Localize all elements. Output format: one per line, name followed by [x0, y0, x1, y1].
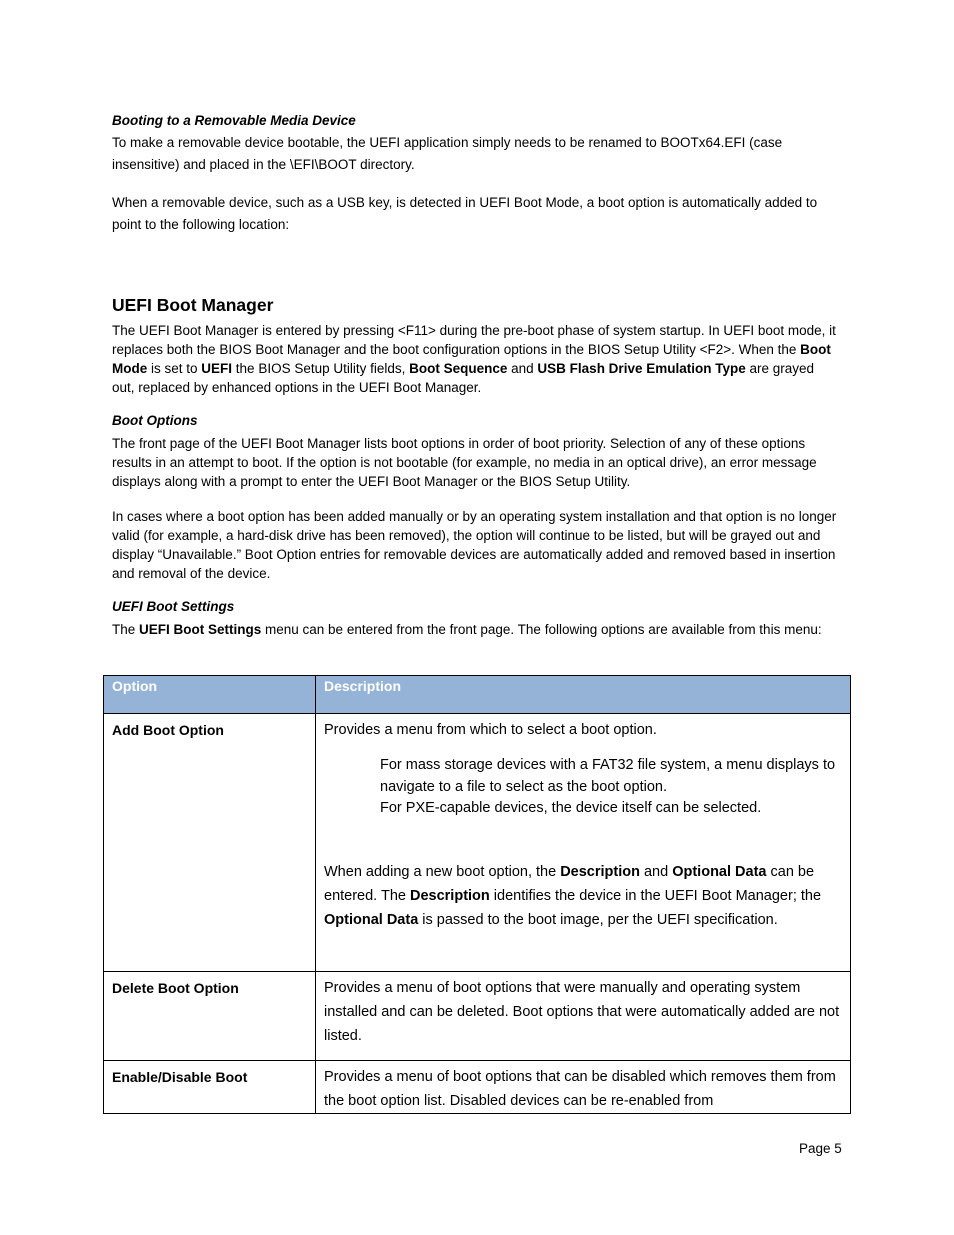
- text-run: is set to: [147, 361, 202, 376]
- text-run: are grayed out, replaced by enhanced options in the UEFI Boot Manager.: [112, 361, 815, 395]
- text-run: When adding a new boot option, the: [324, 863, 561, 880]
- table-row: [104, 972, 851, 1061]
- heading-boot-options: Boot Options: [112, 413, 198, 428]
- bold-run: Boot Mode: [112, 342, 831, 376]
- option-cell: Enable/Disable Boot: [104, 1061, 316, 1114]
- description-paragraph: [324, 860, 842, 932]
- paragraph-boot-options-1: The front page of the UEFI Boot Manager lists boot options in order of boot priority. Selection of any of these options results in an attempt to boot. If the option is not bootable (for example, no media in an optical drive), an error message displays along with a prompt to enter the UEFI Boot Manager or the BIOS Setup Utility.: [112, 436, 817, 489]
- bold-run: Optional Data: [324, 911, 419, 928]
- text-run: menu can be entered from the front page. The following options are available from this menu:: [261, 622, 822, 637]
- paragraph-removable-1: To make a removable device bootable, the UEFI application simply needs to be renamed to BOOTx64.EFI (case insensitive) and placed in the \EFI\BOOT directory.: [112, 135, 783, 172]
- boot-settings-table: [103, 675, 851, 1114]
- table-header-row: [104, 676, 851, 714]
- heading-uefi-boot-settings: UEFI Boot Settings: [112, 599, 235, 614]
- bold-run: USB Flash Drive Emulation Type: [537, 361, 746, 376]
- paragraph-boot-settings: [112, 620, 840, 639]
- text-run: The UEFI Boot Manager is entered by pressing <F11> during the pre-boot phase of system startup. In UEFI boot mode, it replaces both the BIOS Boot Manager and the boot configuration options in the BIOS Setup Utility <F2>. When the: [112, 323, 836, 357]
- column-header-option: Option: [104, 676, 316, 714]
- text-run: and: [507, 361, 538, 376]
- bold-run: Optional Data: [672, 863, 767, 880]
- text-run: The: [112, 622, 140, 637]
- bold-run: Boot Sequence: [409, 361, 508, 376]
- description-cell: [316, 714, 851, 972]
- indented-note: For PXE-capable devices, the device itself can be selected.: [380, 800, 762, 816]
- paragraph-boot-manager: [112, 321, 840, 397]
- heading-removable-media: Booting to a Removable Media Device: [112, 113, 356, 128]
- bold-run: Description: [560, 863, 640, 880]
- option-cell: Add Boot Option: [104, 714, 316, 972]
- description-line: Provides a menu from which to select a boot option.: [324, 722, 657, 738]
- table-row: [104, 1061, 851, 1114]
- text-run: and: [639, 863, 673, 880]
- page-number: Page 5: [799, 1141, 842, 1156]
- indented-note: For mass storage devices with a FAT32 file system, a menu displays to navigate to a file to select as the boot option.: [380, 757, 836, 795]
- heading-uefi-boot-manager: UEFI Boot Manager: [112, 295, 274, 315]
- column-header-description: Description: [316, 676, 851, 714]
- paragraph-removable-2: When a removable device, such as a USB key, is detected in UEFI Boot Mode, a boot option is automatically added to point to the following location:: [112, 195, 818, 232]
- option-cell: Delete Boot Option: [104, 972, 316, 1061]
- paragraph-boot-options-2: In cases where a boot option has been added manually or by an operating system installation and that option is no longer valid (for example, a hard-disk drive has been removed), the option will continue to be listed, but will be grayed out and display “Unavailable.” Boot Option entries for removable devices are automatically added and removed based in insertion and removal of the device.: [112, 509, 837, 581]
- description-cell: Provides a menu of boot options that were manually and operating system installed and can be deleted. Boot options that were automatically added are not listed.: [316, 972, 851, 1061]
- description-cell: Provides a menu of boot options that can be disabled which removes them from the boot option list. Disabled devices can be re-enabled from: [316, 1061, 851, 1114]
- bold-run: Description: [410, 887, 490, 904]
- text-run: can be entered. The: [324, 863, 815, 904]
- bold-run: UEFI Boot Settings: [139, 622, 262, 637]
- table-row: [104, 714, 851, 972]
- text-run: is passed to the boot image, per the UEFI specification.: [418, 911, 778, 928]
- text-run: identifies the device in the UEFI Boot Manager; the: [489, 887, 822, 904]
- text-run: the BIOS Setup Utility fields,: [232, 361, 410, 376]
- bold-run: UEFI: [201, 361, 233, 376]
